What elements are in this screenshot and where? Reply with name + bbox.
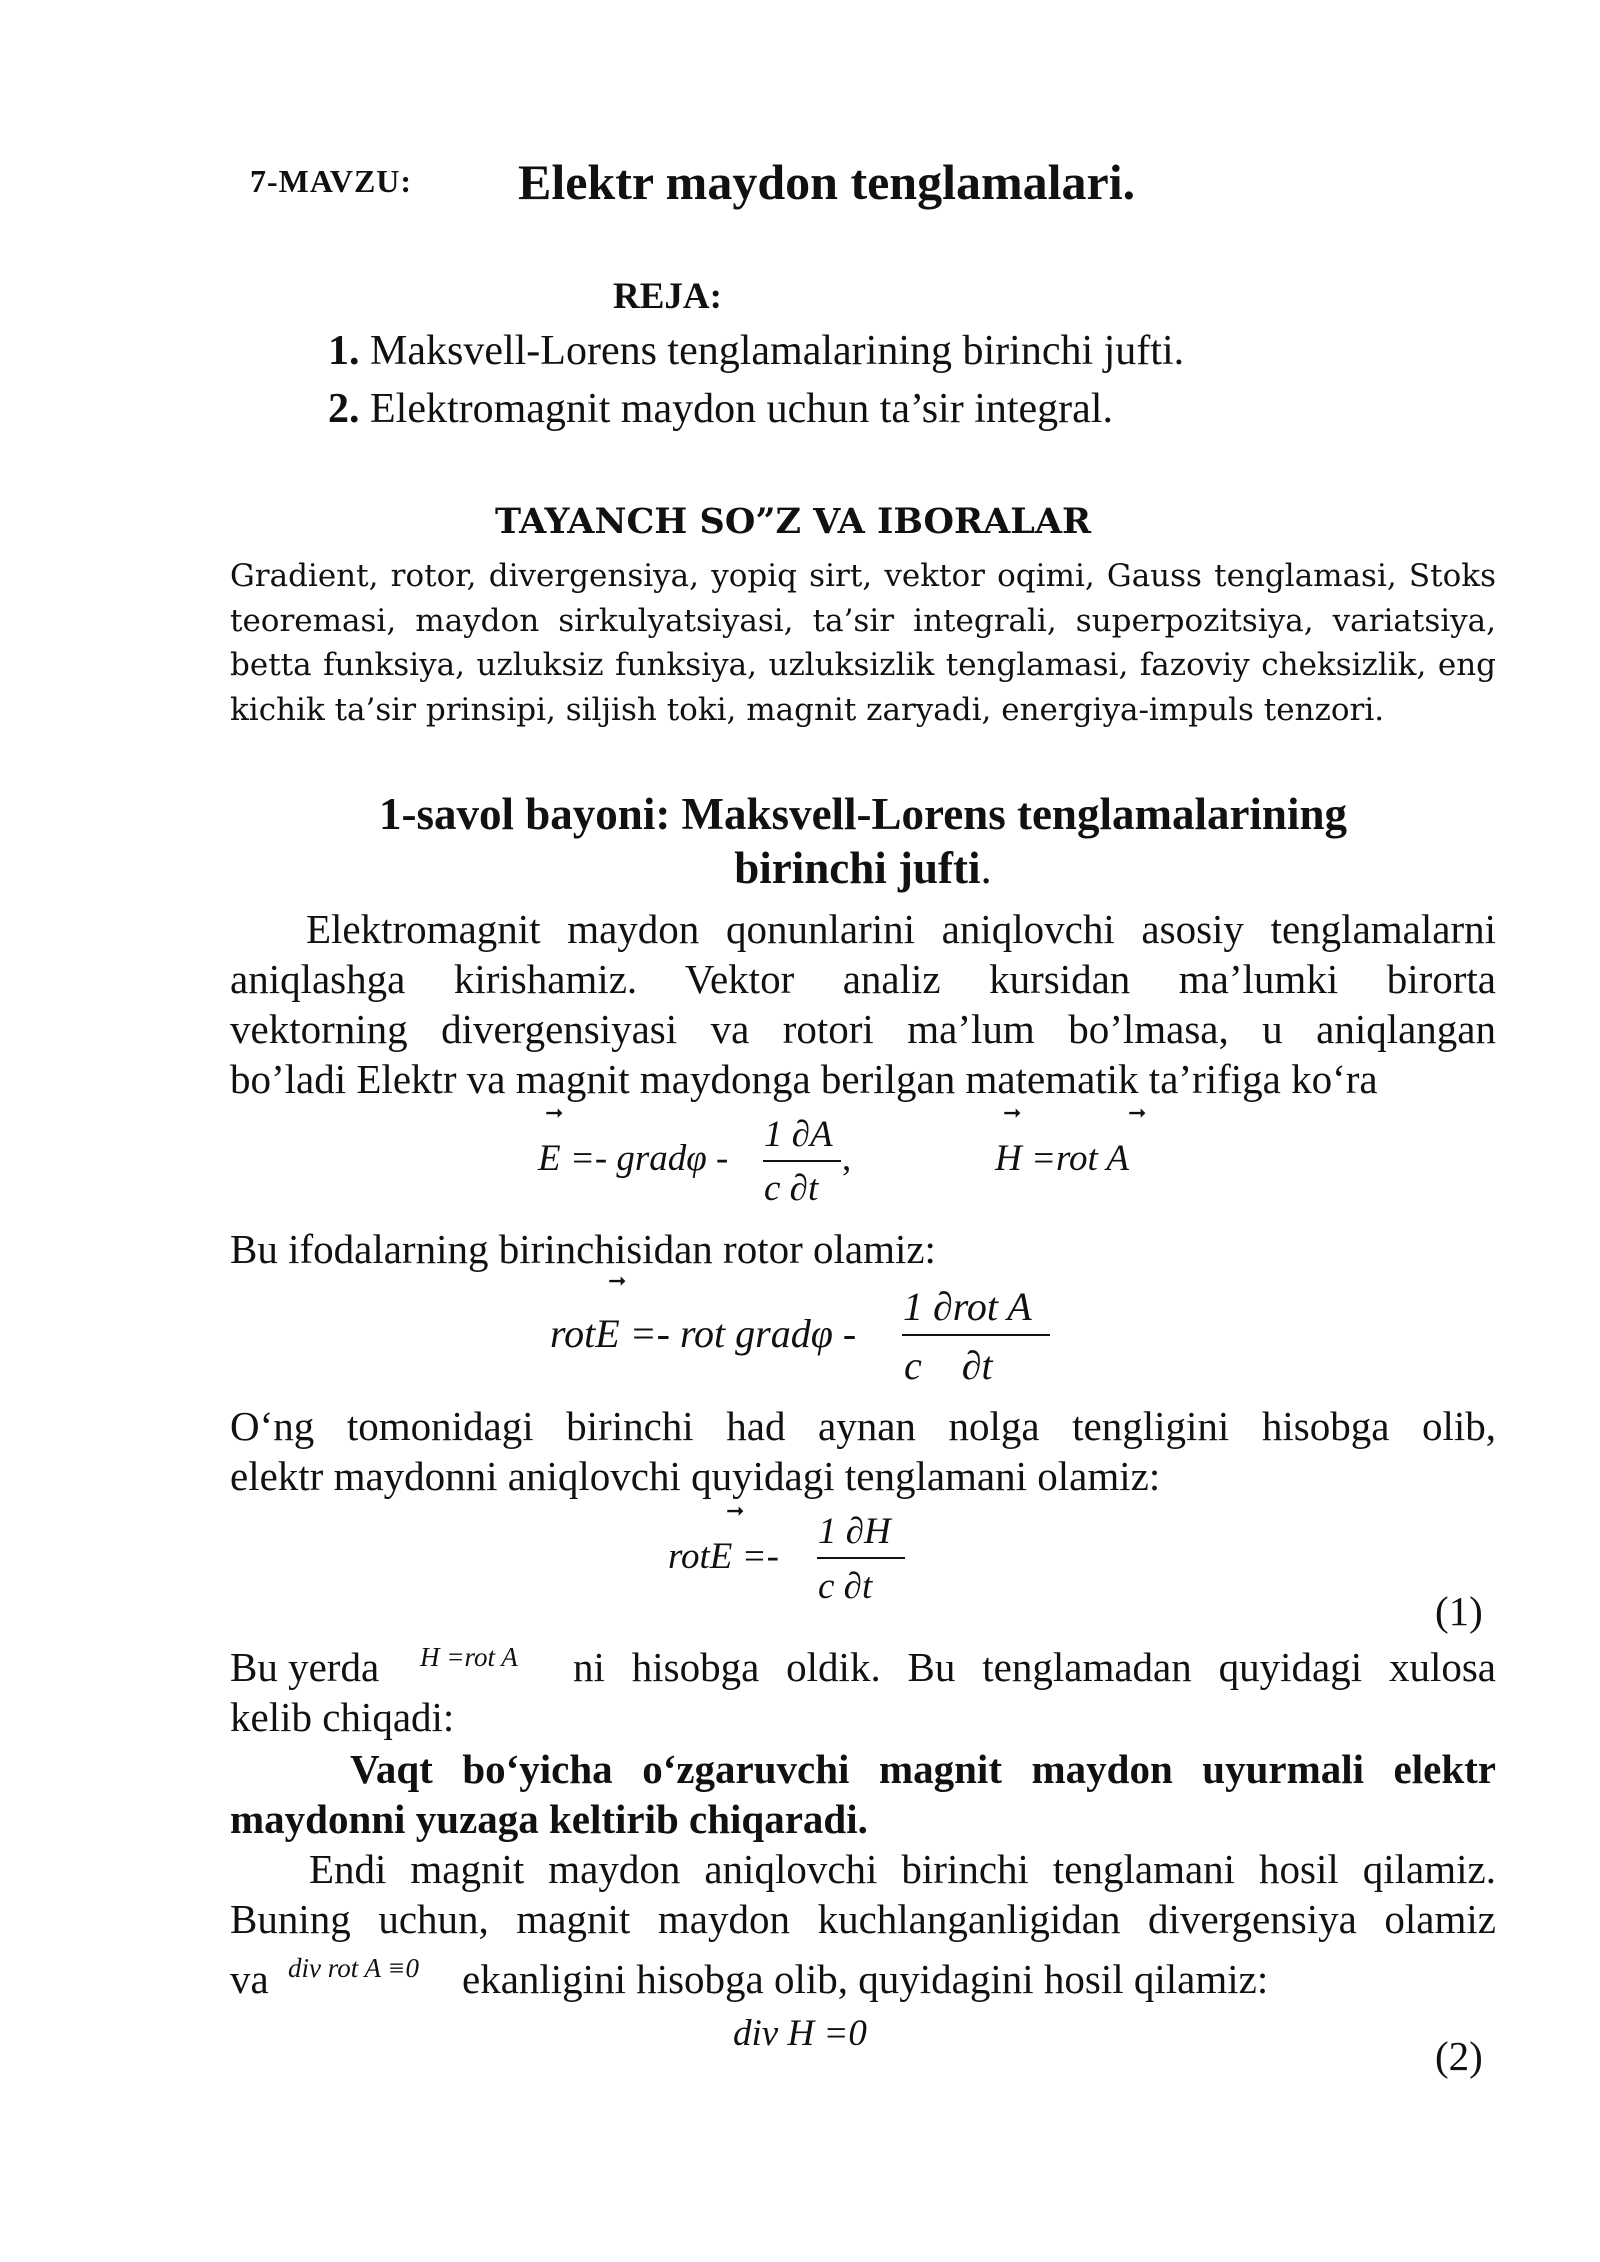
vector-arrow-icon: ➞ xyxy=(608,1268,627,1293)
conclusion-line: Vaqt bo‘yicha o‘zgaruvchi magnit maydon uyurmali elektr xyxy=(350,1746,1496,1792)
keywords-line: kichik ta’sir prinsipi, siljish toki, magnit zaryadi, energiya-impuls tenzori. xyxy=(230,691,1385,728)
inline-formula: H =rot A xyxy=(420,1642,518,1672)
fraction-bar xyxy=(763,1160,841,1162)
body-line: kelib chiqadi: xyxy=(230,1694,455,1740)
fraction-denominator: c ∂t xyxy=(818,1566,873,1607)
equation-comma: , xyxy=(842,1138,852,1179)
plan-item-number: 1. xyxy=(328,328,360,374)
body-line: Elektromagnit maydon qonunlarini aniqlovchi asosiy tenglamalarni xyxy=(306,906,1496,952)
body-line: O‘ng tomonidagi birinchi had aynan nolga tengligini hisobga olib, xyxy=(230,1403,1496,1449)
plan-item-text: Elektromagnit maydon uchun ta’sir integral. xyxy=(370,386,1113,432)
body-line: vektorning divergensiyasi va rotori ma’lum bo’lmasa, u aniqlangan xyxy=(230,1006,1496,1052)
fraction-denominator: c ∂t xyxy=(904,1343,993,1388)
fraction-numerator: 1 ∂rot A xyxy=(903,1284,1032,1329)
vector-arrow-icon: ➞ xyxy=(1128,1100,1147,1125)
plan-item xyxy=(328,327,1184,375)
keywords-paragraph xyxy=(230,554,1496,732)
keywords-line: teoremasi, maydon sirkulyatsiyasi, ta’sir integrali, superpozitsiya, variatsiya, xyxy=(230,602,1496,639)
plan-item-number: 2. xyxy=(328,386,360,432)
section-title-line: birinchi jufti. xyxy=(734,843,992,893)
body-line: Bu ifodalarning birinchisidan rotor olamiz: xyxy=(230,1226,936,1272)
fraction-numerator: 1 ∂H xyxy=(818,1511,891,1552)
body-line: elektr maydonni aniqlovchi quyidagi tenglamani olamiz: xyxy=(230,1453,1161,1499)
keywords-title: TAYANCH SO”Z VA IBORALAR xyxy=(495,501,1092,542)
section-title xyxy=(230,787,1496,895)
fraction-denominator: c ∂t xyxy=(764,1168,819,1209)
vector-arrow-icon: ➞ xyxy=(1003,1100,1022,1125)
conclusion-line: maydonni yuzaga keltirib chiqaradi. xyxy=(230,1796,868,1842)
body-line: ekanligini hisobga olib, quyidagini hosil qilamiz: xyxy=(462,1956,1269,2002)
fraction-numerator: 1 ∂A xyxy=(764,1114,833,1155)
keywords-line: Gradient, rotor, divergensiya, yopiq sirt, vektor oqimi, Gauss tenglamasi, Stoks xyxy=(230,558,1496,594)
body-line: va xyxy=(230,1956,269,2002)
equation-e-field: E =- gradφ - xyxy=(538,1138,729,1179)
topic-label: 7-MAVZU: xyxy=(250,163,413,199)
equation-number: (1) xyxy=(1435,1588,1483,1634)
body-line: Buning uchun, magnit maydon kuchlanganligidan divergensiya olamiz xyxy=(230,1896,1496,1942)
equation-div-h: div H =0 xyxy=(733,2013,867,2054)
section-title-line: 1-savol bayoni: Maksvell-Lorens tenglamalarining xyxy=(379,789,1347,839)
body-line: Bu yerda xyxy=(230,1644,380,1690)
keywords-line: betta funksiya, uzluksiz funksiya, uzluksizlik tenglamasi, fazoviy cheksizlik, eng xyxy=(230,647,1496,683)
plan-item-text: Maksvell-Lorens tenglamalarining birinchi jufti. xyxy=(370,328,1185,374)
body-line: aniqlashga kirishamiz. Vektor analiz kursidan ma’lumki birorta xyxy=(230,956,1496,1002)
body-line: ni hisobga oldik. Bu tenglamadan quyidagi xulosa xyxy=(573,1644,1496,1690)
equation-faraday: rotE =- xyxy=(668,1536,779,1577)
vector-arrow-icon: ➞ xyxy=(545,1100,564,1125)
fraction-bar xyxy=(817,1557,905,1559)
equation-rot-e: rotE =- rot gradφ - xyxy=(550,1311,857,1356)
body-line: Endi magnit maydon aniqlovchi birinchi tenglamani hosil qilamiz. xyxy=(309,1846,1496,1892)
plan-item xyxy=(328,385,1113,433)
fraction-bar xyxy=(902,1334,1050,1336)
body-line: bo’ladi Elektr va magnit maydonga berilgan matematik ta’rifiga ko‘ra xyxy=(230,1056,1378,1102)
equation-number: (2) xyxy=(1435,2033,1483,2079)
equation-h-field: H =rot A xyxy=(995,1138,1129,1179)
plan-title: REJA: xyxy=(613,276,722,317)
topic-title: Elektr maydon tenglamalari. xyxy=(518,154,1136,210)
inline-formula: div rot A ≡0 xyxy=(288,1953,419,1983)
vector-arrow-icon: ➞ xyxy=(726,1498,745,1523)
